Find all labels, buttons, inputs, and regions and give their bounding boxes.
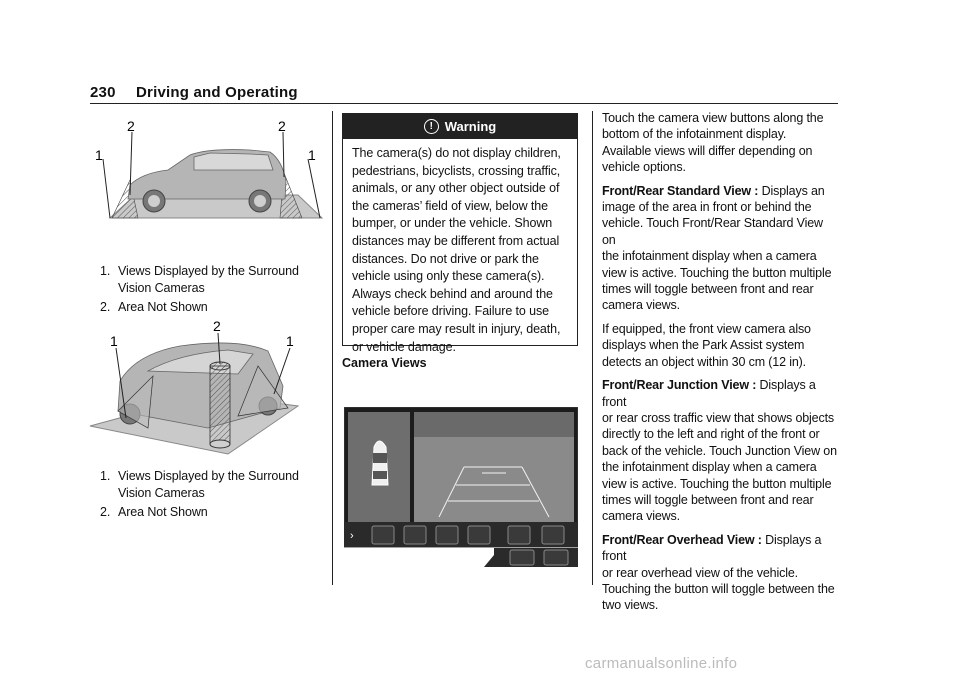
term-junction-view: Front/Rear Junction View :: [602, 378, 757, 393]
caption-item: 2. Area Not Shown: [100, 505, 208, 519]
callout-1-right: 1: [308, 147, 316, 163]
callout-1-left: 1: [110, 333, 118, 349]
chevron-right-icon: ›: [350, 530, 354, 542]
paragraph-intro: Touch the camera view buttons along the bottom of the infotainment display. Available views will differ depending on vehicle options.: [602, 111, 824, 175]
camera-views-heading: Camera Views: [342, 356, 427, 370]
callout-2-left: 2: [127, 118, 135, 134]
paragraph-overhead-view: Front/Rear Overhead View : Displays a front or rear overhead view of the vehicle. Touching the button will toggle between the two views.: [602, 532, 835, 613]
camera-views-description: [602, 110, 838, 621]
paragraph-park-assist: If equipped, the front view camera also displays when the Park Assist system detects an object within 30 cm (12 in).: [602, 321, 811, 369]
term-overhead-view: Front/Rear Overhead View :: [602, 532, 762, 547]
warning-header: [343, 114, 577, 139]
paragraph-standard-view: Front/Rear Standard View : Displays an image of the area in front or behind the vehicle. Touch Front/Rear Standard View on the infotainment display when a camera view is active. Touching the button multiple times will toggle between front and rear camera views.: [602, 183, 832, 313]
caption-item: 1. Views Displayed by the Surround: [100, 469, 299, 483]
callout-1-right: 1: [286, 333, 294, 349]
column-divider-1: [332, 111, 333, 585]
term-standard-view: Front/Rear Standard View :: [602, 183, 759, 198]
warning-title: Warning: [444, 119, 497, 134]
page-header: [90, 84, 298, 101]
figure1-caption: 1. Views Displayed by the Surround Vision Cameras 2. Area Not Shown: [100, 264, 299, 314]
exclamation-circle-icon: !: [424, 119, 439, 134]
warning-body: The camera(s) do not display children, pedestrians, bicyclists, crossing traffic, animals, or any other object outside of the cameras’ field of view, below the bumper, or under the vehicle. Shown distances may be different from actual distances. Do not drive or park the vehicle using only these camera(s). Always check behind and around the vehicle before driving. Failure to use proper care may result in injury, death, or vehicle damage.: [352, 146, 561, 354]
paragraph-junction-view: Front/Rear Junction View : Displays a front or rear cross traffic view that shows objects directly to the left and right of the front or back of the vehicle. Touch Junction View on the infotainment display when a camera view is active. Touching the button multiple times will toggle between front and rear camera views.: [602, 378, 837, 524]
callout-1-left: 1: [95, 147, 103, 163]
figure2-caption: 1. Views Displayed by the Surround Vision Cameras 2. Area Not Shown: [100, 469, 299, 519]
caption-item: 2. Area Not Shown: [100, 300, 208, 314]
callout-2-right: 2: [278, 118, 286, 134]
warning-box: [342, 113, 578, 354]
infotainment-camera-display: [344, 407, 578, 567]
page-number: 230: [90, 84, 116, 101]
watermark: carmanualsonline.info: [585, 655, 738, 672]
callout-2: 2: [213, 318, 221, 334]
column-divider-2: [592, 111, 593, 585]
section-title: Driving and Operating: [136, 84, 298, 101]
figure-side-view: [90, 115, 330, 225]
area-not-shown-column: [210, 366, 230, 444]
caption-item: 1. Views Displayed by the Surround: [100, 264, 299, 278]
header-rule: [90, 103, 838, 104]
figure-perspective-view: [88, 316, 308, 460]
